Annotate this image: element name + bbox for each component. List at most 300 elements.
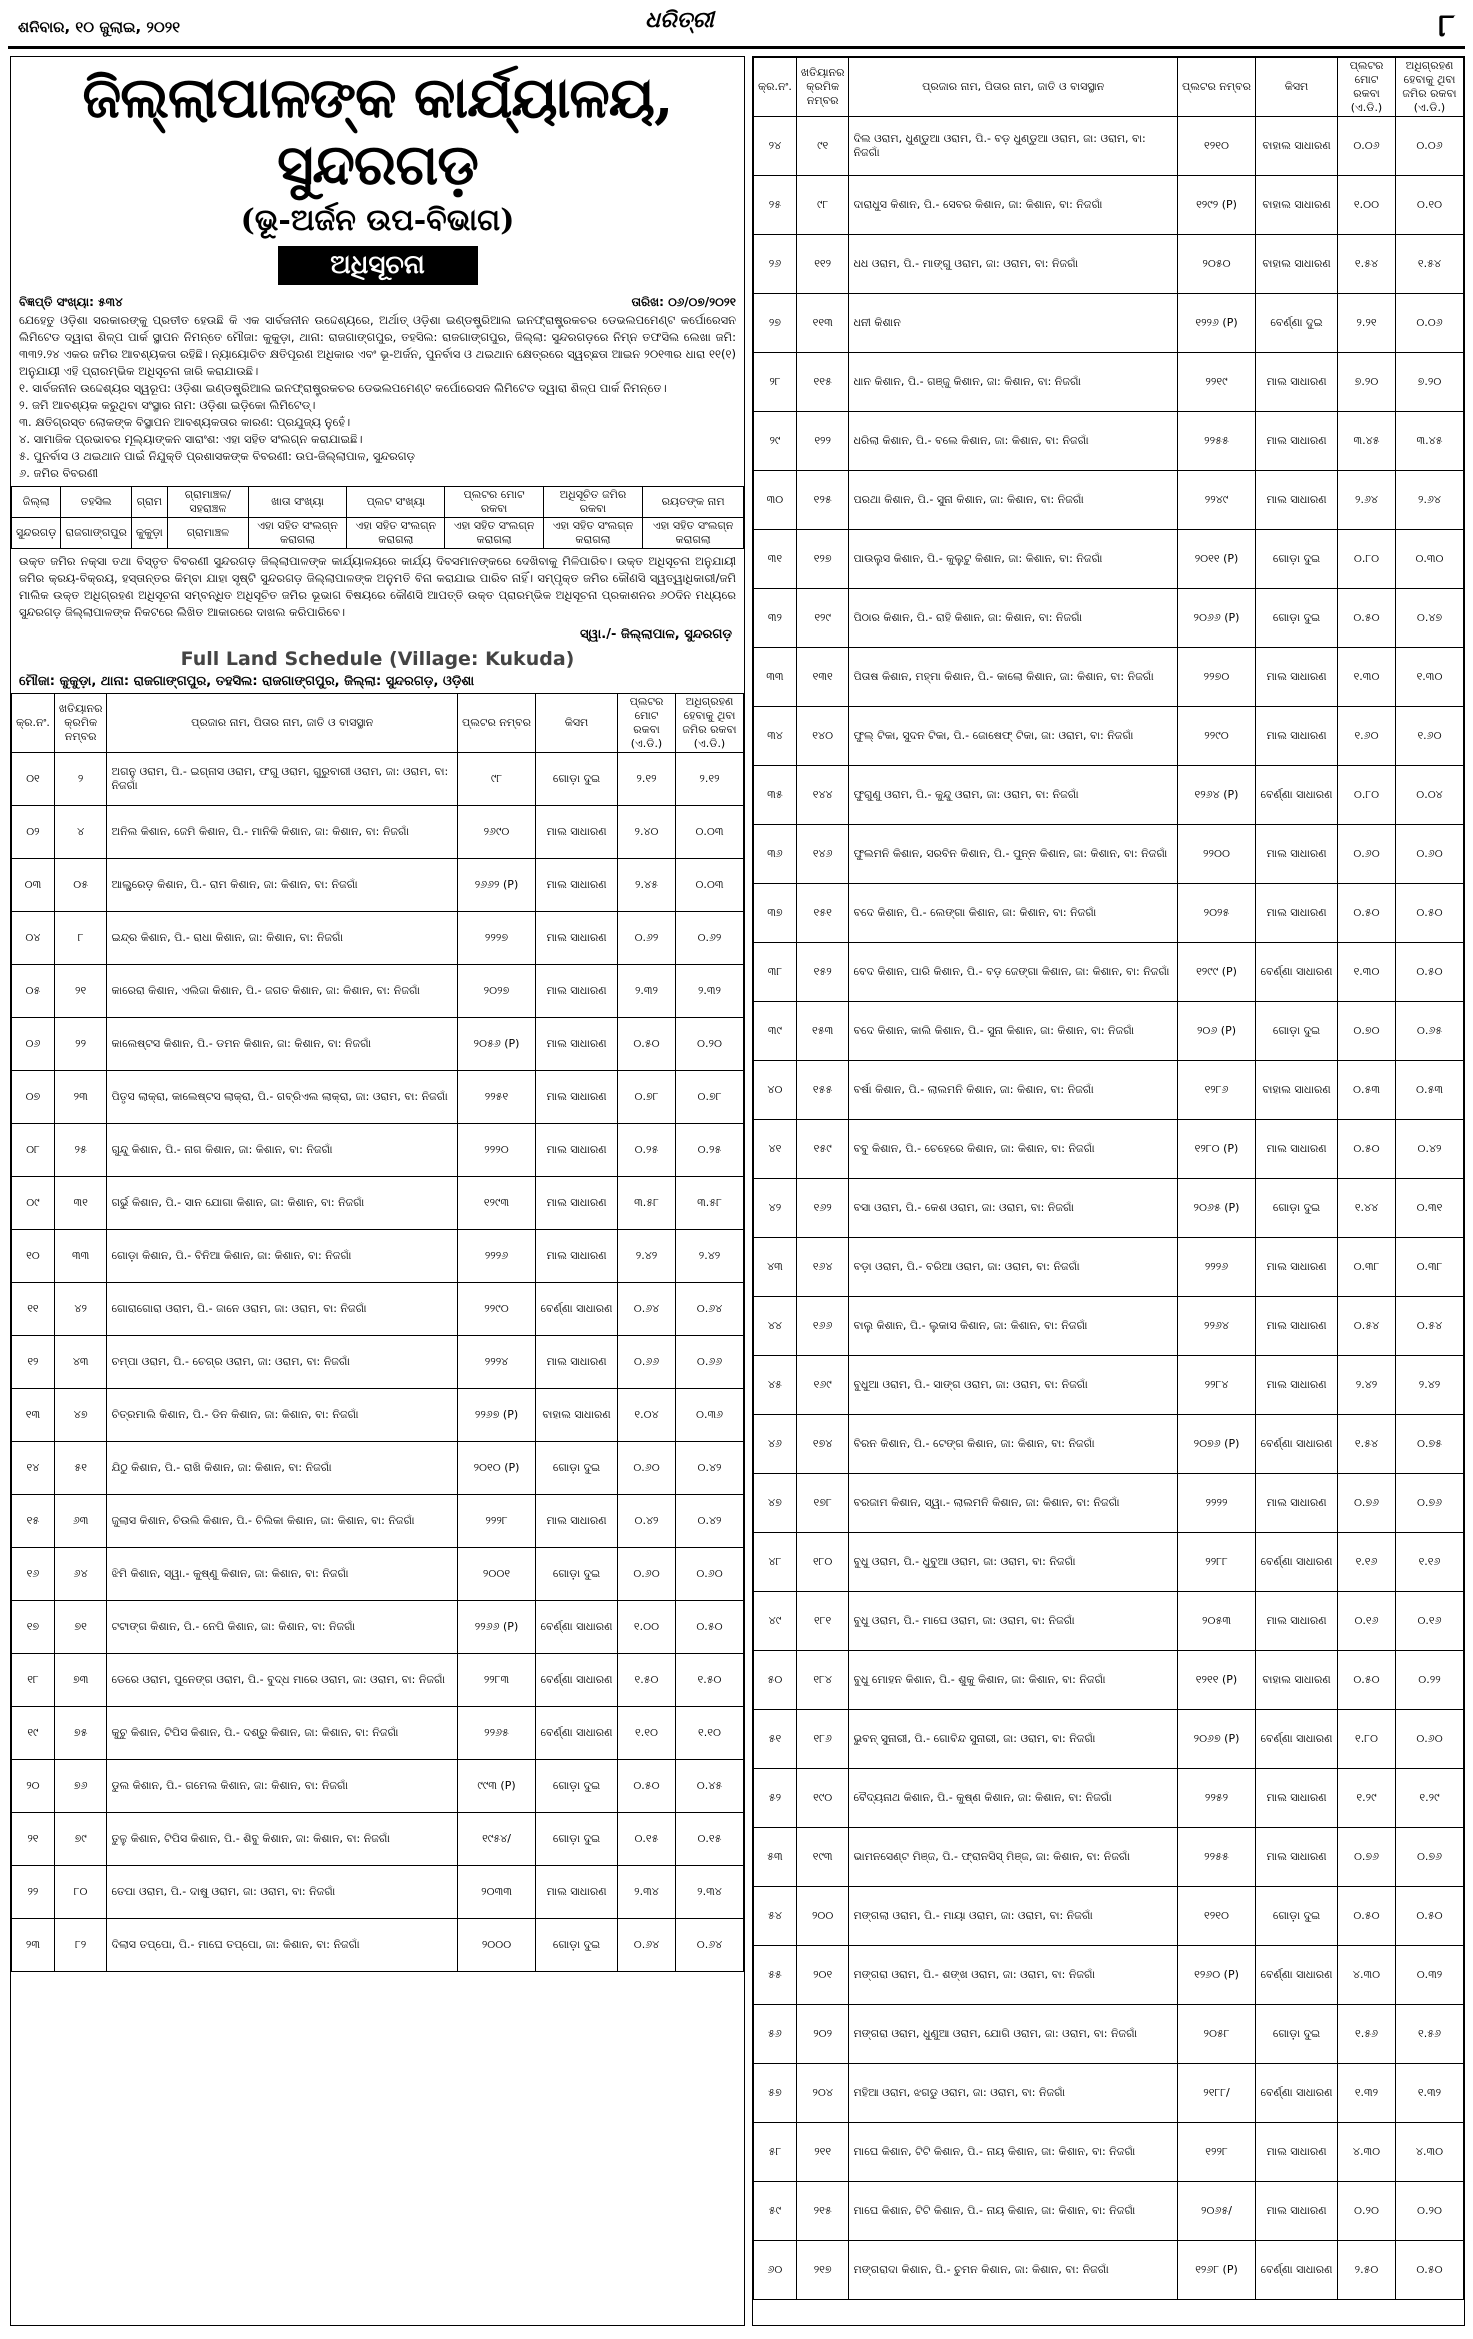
table-cell: ୦୫ (12, 965, 55, 1018)
table-row (754, 1710, 1464, 1769)
table-cell: ୩୩ (54, 1230, 107, 1283)
table-cell: ୫୫ (754, 1946, 797, 2005)
table-cell: ୦.୬୦ (1338, 825, 1396, 884)
table-cell: ୦.୫୦ (1396, 2241, 1464, 2300)
table-cell: ୨୧ (54, 965, 107, 1018)
table-row (754, 530, 1464, 589)
table-cell: ୦.୨୦ (1396, 2182, 1464, 2241)
table-cell: ୧୩ (12, 1389, 55, 1442)
summary-header: ଖାତା ସଂଖ୍ୟା (248, 487, 346, 518)
table-cell: ୨୫ (54, 1124, 107, 1177)
table-row (754, 1297, 1464, 1356)
table-cell: ୧.୫୬ (1338, 2005, 1396, 2064)
table-cell: ୨୦୨୫ (1178, 884, 1256, 943)
col-plot: ପ୍ଲଟର ନମ୍ବର (458, 694, 536, 753)
table-cell: ୧୨୬୮ (P) (1178, 2241, 1256, 2300)
table-row (12, 1283, 744, 1336)
table-cell: ୦.୪୨ (676, 1442, 744, 1495)
table-cell: ୨ (54, 753, 107, 806)
table-cell: ମାଲ ସାଧାରଣ (1256, 1297, 1338, 1356)
table-cell: ୨୩ (54, 1071, 107, 1124)
summary-header: ଅଧିସୂଚିତ ଜମିର ରକବା (543, 487, 642, 518)
table-cell: ଧନୀ କିଶାନ (849, 294, 1178, 353)
table-cell: ମାଲ ସାଧାରଣ (1256, 825, 1338, 884)
table-cell: ମାଲ ସାଧାରଣ (536, 965, 618, 1018)
table-cell: ୪.୩୦ (1396, 2123, 1464, 2182)
notice-points (11, 380, 744, 482)
table-cell: ୦.୨୨ (1396, 1651, 1464, 1710)
reference-row (11, 293, 744, 312)
notice-point: ୬. ଜମିର ବିବରଣୀ (19, 466, 99, 480)
table-cell: ୨୦୦ (796, 1887, 849, 1946)
table-cell: ୨୨୬୭ (P) (458, 1389, 536, 1442)
table-row (754, 1474, 1464, 1533)
table-cell: ୦.୦୩ (676, 859, 744, 912)
table-cell: ୦.୬୪ (618, 1283, 676, 1336)
table-cell: ୨.୪୫ (618, 859, 676, 912)
notice-point: ୩. କ୍ଷତିଗ୍ରସ୍ତ ଲୋକଙ୍କ ବିସ୍ଥାପନ ଆବଶ୍ୟକତାର କାରଣ: ପ୍ରଯୁଜ୍ୟ ନୁହେଁ। (19, 415, 351, 429)
table-cell: ୭୯ (54, 1813, 107, 1866)
table-cell: ୯୧ (796, 117, 849, 176)
table-cell: ୦.୫୦ (618, 1018, 676, 1071)
issue-date: ଶନିବାର, ୧୦ ଜୁଲାଇ, ୨୦୨୧ (18, 18, 181, 36)
table-cell: ୧.୦୪ (618, 1389, 676, 1442)
table-cell: ୦.୫୦ (1396, 1887, 1464, 1946)
table-cell: ୫୮ (754, 2123, 797, 2182)
table-cell: ୧୬୬ (796, 1297, 849, 1356)
table-cell: ବରଜାମ କିଶାନ, ସ୍ୱା.- ଲାଲମନି କିଶାନ, ଜା: କିଶାନ, ବା: ନିଜଗାଁ (849, 1474, 1178, 1533)
table-cell: ମାଲ ସାଧାରଣ (1256, 707, 1338, 766)
table-cell: ବେଦ କିଶାନ, ପାରି କିଶାନ, ପି.- ବଡ଼ ଜେଙ୍ଗା କିଶାନ, ଜା: କିଶାନ, ବା: ନିଜଗାଁ (849, 943, 1178, 1002)
table-cell: ୦.୩୦ (1396, 530, 1464, 589)
table-cell: ବାହାଲ ସାଧାରଣ (536, 1389, 618, 1442)
table-cell: ୧.୫୬ (1396, 2005, 1464, 2064)
table-cell: ୩.୪୫ (1338, 412, 1396, 471)
table-cell: ୦.୬୪ (676, 1919, 744, 1972)
table-row (12, 859, 744, 912)
table-cell: ପିତାଷ କିଶାନ, ମହ୍ମା କିଶାନ, ପି.- କାଲୋ କିଶାନ, ଜା: କିଶାନ, ବା: ନିଜଗାଁ (849, 648, 1178, 707)
table-cell: ୦.୦୩ (676, 806, 744, 859)
table-cell: ମାଲ ସାଧାରଣ (1256, 471, 1338, 530)
table-cell: ୭୫ (54, 1707, 107, 1760)
table-cell: ୦.୫୦ (1338, 1120, 1396, 1179)
table-cell: ୨.୩୪ (676, 1866, 744, 1919)
table-cell: ୪୫ (754, 1356, 797, 1415)
summary-header: ଗ୍ରାମାଞ୍ଚଳ/ ସହରାଞ୍ଚଳ (167, 487, 248, 518)
summary-header: ରୟତଙ୍କ ନାମ (643, 487, 744, 518)
table-cell: ୦.୬୪ (618, 1919, 676, 1972)
table-cell: ବୈଦ୍ୟନାଥ କିଶାନ, ପି.- କୁଷ୍ଣ କିଶାନ, ଜା: କିଶାନ, ବା: ନିଜଗାଁ (849, 1769, 1178, 1828)
table-cell: ୨୨୯୦ (458, 1283, 536, 1336)
schedule-body-left (12, 753, 744, 1972)
table-cell: ୨୦୧ (796, 1946, 849, 2005)
table-cell: ୧୭୪ (796, 1415, 849, 1474)
table-cell: ୨.୩୪ (618, 1866, 676, 1919)
table-cell: ୧୯୫୪/ (458, 1813, 536, 1866)
notice-point: ୪. ସାମାଜିକ ପ୍ରଭାବର ମୂଲ୍ୟାଙ୍କନ ସାରାଂଶ: ଏହା ସହିତ ସଂଲଗ୍ନ କରାଯାଇଛି। (19, 432, 363, 446)
table-cell: ୧.୦୦ (618, 1601, 676, 1654)
table-cell: ୭୬ (54, 1760, 107, 1813)
table-cell: ବୁଧୁ ଓରାମ, ପି.- ଧୁବୁଆ ଓରାମ, ଜା: ଓରାମ, ବା: ନିଜଗାଁ (849, 1533, 1178, 1592)
table-cell: ୦.୫୦ (1338, 589, 1396, 648)
table-cell: ୨୨୮୪ (1178, 1356, 1256, 1415)
table-cell: ବେର୍ଣ୍ଣା ସାଧାରଣ (1256, 2064, 1338, 2123)
table-cell: ମାଲ ସାଧାରଣ (536, 1177, 618, 1230)
table-cell: ୦.୩୧ (1396, 1179, 1464, 1238)
table-cell: ୦.୩୮ (1396, 1238, 1464, 1297)
table-cell: ବାହାଲ ସାଧାରଣ (1256, 1061, 1338, 1120)
table-cell: ୧୨୭ (796, 530, 849, 589)
table-cell: ମାଘେ କିଶାନ, ଟିଟି କିଶାନ, ପି.- ନାୟ କିଶାନ, ଜା: କିଶାନ, ବା: ନିଜଗାଁ (849, 2123, 1178, 2182)
table-cell: ୨୨୨୨ (1178, 1474, 1256, 1533)
table-cell: ୧୮୦ (796, 1533, 849, 1592)
notice-intro: ଯେହେତୁ ଓଡ଼ିଶା ସରକାରଙ୍କୁ ପ୍ରତୀତ ହେଉଛି କି ଏକ ସାର୍ବଜନୀନ ଉଦ୍ଦେଶ୍ୟରେ, ଅର୍ଥାତ୍ ଓଡ଼ିଶା ଇଣ୍ଡଷ୍ଟ୍ରିଆଲ ଇନଫ୍ରାଷ୍ଟ୍ରକଚର ଡେଭଲପମେଣ୍ଟ କର୍ପୋରେସନ ଲିମିଟେଡ ଦ୍ୱାରା ଶିଳ୍ପ ପାର୍କ ସ୍ଥାପନ ନିମନ୍ତେ ମୌଜା: କୁକୁଡ଼ା, ଥାନା: ରାଜଗାଙ୍ଗପୁର, ତହସିଲ: ରାଜଗାଙ୍ଗପୁର, ଜିଲ୍ଲା: ସୁନ୍ଦରଗଡ଼ରେ ନିମ୍ନ ତଫସିଲ ଲେଖା ଜମି: ୩୩୨.୨୪ ଏକର ଜମିର ଆବଶ୍ୟକତା ରହିଛି। ନ୍ୟାୟୋଚିତ କ୍ଷତିପୂରଣ ଅଧିକାର ଏବଂ ଭୂ-ଅର୍ଜନ, ପୁନର୍ବାସ ଓ ଥଇଥାନ କ୍ଷେତ୍ରରେ ସ୍ୱଚ୍ଛତା ଆଇନ ୨୦୧୩ର ଧାରା ୧୧(୧) ଅନୁଯାୟୀ ଏହି ପ୍ରାରମ୍ଭିକ ଅଧିସୂଚନା ଜାରି କରାଯାଉଛି। (19, 313, 736, 378)
table-cell: ମାଲ ସାଧାରଣ (536, 912, 618, 965)
table-cell: ୨.୪୨ (676, 1230, 744, 1283)
table-cell: ମାଲ ସାଧାରଣ (536, 1230, 618, 1283)
table-cell: ମଙ୍ଗରା ଓରାମ, ପି.- ଶଙ୍ଖ ଓରାମ, ଜା: ଓରାମ, ବା: ନିଜଗାଁ (849, 1946, 1178, 2005)
page-header (0, 0, 1473, 48)
table-cell: ୨୨ (12, 1866, 55, 1919)
table-cell: ୩୨ (754, 589, 797, 648)
table-cell: ମାଲ ସାଧାରଣ (1256, 1474, 1338, 1533)
table-cell: ମଙ୍ଗରାଦା କିଶାନ, ପି.- ଚୁମନ କିଶାନ, ଜା: କିଶାନ, ବା: ନିଜଗାଁ (849, 2241, 1178, 2300)
table-cell: ବଦେ କିଶାନ, କାଲି କିଶାନ, ପି.- ସୁନା କିଶାନ, ଜା: କିଶାନ, ବା: ନିଜଗାଁ (849, 1002, 1178, 1061)
table-cell: ୧.୫୦ (618, 1654, 676, 1707)
table-row (12, 1919, 744, 1972)
table-cell: ମଙ୍ଗରା ଓରାମ, ଧୁଣୁଆ ଓରାମ, ଯୋଗି ଓରାମ, ଜା: ଓରାମ, ବା: ନିଜଗାଁ (849, 2005, 1178, 2064)
summary-header: ପ୍ଲଟ ସଂଖ୍ୟା (347, 487, 445, 518)
table-row (12, 1018, 744, 1071)
table-cell: ୪୩ (754, 1238, 797, 1297)
table-cell: ୧୧୨ (796, 235, 849, 294)
table-cell: ୦.୬୫ (1396, 1002, 1464, 1061)
table-cell: ଦିଲ ଓରାମ, ଧୁଣ୍ଡୁଆ ଓରାମ, ପି.- ବଡ଼ ଧୁଣ୍ଡୁଆ ଓରାମ, ଜା: ଓରାମ, ବା: ନିଜଗାଁ (849, 117, 1178, 176)
table-row (12, 1071, 744, 1124)
land-schedule-table-left (11, 693, 744, 1972)
table-cell: ୧.୬୦ (1396, 707, 1464, 766)
table-cell: ୧୪୪ (796, 766, 849, 825)
table-cell: ୧.୦୦ (1338, 176, 1396, 235)
table-cell: ୩.୪୫ (1396, 412, 1464, 471)
table-cell: ୧୬ (12, 1548, 55, 1601)
table-cell: ୪୭ (754, 1474, 797, 1533)
table-cell: ଟଟାଙ୍ଗ କିଶାନ, ପି.- ନେପି କିଶାନ, ଜା: କିଶାନ, ବା: ନିଜଗାଁ (107, 1601, 458, 1654)
table-cell: ୦.୫୦ (1338, 1887, 1396, 1946)
table-cell: ୦.୫୦ (1396, 943, 1464, 1002)
table-cell: ବୁଧୁ ଓରାମ, ପି.- ମାଘେ ଓରାମ, ଜା: ଓରାମ, ବା: ନିଜଗାଁ (849, 1592, 1178, 1651)
table-cell: ୨୦୦୦ (458, 1919, 536, 1972)
table-cell: ୩.୫୮ (618, 1177, 676, 1230)
table-cell: ଗୋଡ଼ା କିଶାନ, ପି.- ବିନିଆ କିଶାନ, ଜା: କିଶାନ, ବା: ନିଜଗାଁ (107, 1230, 458, 1283)
table-cell: ବେର୍ଣ୍ଣା ସାଧାରଣ (1256, 1533, 1338, 1592)
summary-header: ପ୍ଲଟର ମୋଟ ରକବା (445, 487, 543, 518)
table-cell: ୯୯୩ (P) (458, 1760, 536, 1813)
table-row (754, 648, 1464, 707)
table-row (12, 1442, 744, 1495)
table-cell: ୦.୪୭ (1396, 589, 1464, 648)
table-cell: ୮ (54, 912, 107, 965)
table-cell: ୨.୬୪ (1338, 471, 1396, 530)
table-cell: କାଲେଷ୍ଟସ କିଶାନ, ପି.- ଡମନ କିଶାନ, ଜା: କିଶାନ, ବା: ନିଜଗାଁ (107, 1018, 458, 1071)
table-cell: ୨.୨୧ (1338, 294, 1396, 353)
schedule-header-row (754, 58, 1464, 117)
table-cell: ୨୦୫୦ (1178, 235, 1256, 294)
table-cell: ୦.୫୪ (1338, 1297, 1396, 1356)
table-cell: ୦.୭୫ (1396, 1415, 1464, 1474)
schedule-title: Full Land Schedule (Village: Kukuda) (180, 648, 575, 670)
table-cell: ୨୨୬୬ (P) (458, 1601, 536, 1654)
table-cell: ୨୦୬୬ (P) (1178, 589, 1256, 648)
table-cell: ୦.୭୬ (1338, 1474, 1396, 1533)
col-serial: କ୍ର.ନଂ. (754, 58, 797, 117)
table-cell: ୩୩ (754, 648, 797, 707)
table-cell: ଝିମି କିଶାନ, ସ୍ୱା.- କୁଷ୍ଣୁ କିଶାନ, ଜା: କିଶାନ, ବା: ନିଜଗାଁ (107, 1548, 458, 1601)
table-cell: ୧୮୪ (796, 1651, 849, 1710)
table-cell: ୦.୫୦ (1338, 884, 1396, 943)
table-cell: ୧.୫୪ (1338, 1415, 1396, 1474)
col-khatian: ଖତିୟାନର କ୍ରମିକ ନମ୍ବର (796, 58, 849, 117)
table-cell: ୨୦୬୭ (P) (1178, 1710, 1256, 1769)
table-cell: ୫୧ (54, 1442, 107, 1495)
table-cell: ୦୪ (12, 912, 55, 965)
table-cell: ୨୮ (754, 353, 797, 412)
table-cell: ୪୩ (54, 1336, 107, 1389)
table-cell: ୨୨୬୫ (458, 1707, 536, 1760)
table-cell: ୦.୭୬ (1396, 1474, 1464, 1533)
table-cell: ୧.୫୪ (1338, 235, 1396, 294)
table-cell: ୧୨୨୬ (P) (1178, 294, 1256, 353)
table-cell: ୦.୨୦ (676, 1018, 744, 1071)
summary-cell: ଏହା ସହିତ ସଂଲଗ୍ନ କରାଗଲା (248, 518, 346, 549)
table-cell: ୨୬୯୦ (458, 806, 536, 859)
table-cell: ୦.୧୫ (676, 1813, 744, 1866)
table-cell: ବଡ଼ା ଓରାମ, ପି.- ବରିଆ ଓରାମ, ଜା: ଓରାମ, ବା: ନିଜଗାଁ (849, 1238, 1178, 1297)
table-row (754, 1120, 1464, 1179)
table-cell: ୧୫୫ (796, 1061, 849, 1120)
table-cell: ୩୯ (754, 1002, 797, 1061)
table-cell: ବେର୍ଣ୍ଣା ସାଧାରଣ (536, 1601, 618, 1654)
table-cell: ୫୬ (754, 2005, 797, 2064)
table-cell: ୦.୫୩ (1396, 1061, 1464, 1120)
table-cell: ୧୨୨୮ (1178, 2123, 1256, 2182)
table-cell: ଭାମନସେଣ୍ଟ ମିଞ୍ଜ, ପି.- ଫ୍ରାନସିସ୍ ମିଞ୍ଜ, ଜା: କିଶାନ, ବା: ନିଜଗାଁ (849, 1828, 1178, 1887)
table-cell: ୦.୪୨ (676, 1495, 744, 1548)
table-cell: ଗୁନ୍ଦୁ କିଶାନ, ପି.- ନାଗ କିଶାନ, ଜା: କିଶାନ, ବା: ନିଜଗାଁ (107, 1124, 458, 1177)
table-cell: ୬୪ (54, 1548, 107, 1601)
table-row (754, 117, 1464, 176)
table-cell: ଅନିଲ କିଶାନ, ଜେମି କିଶାନ, ପି.- ମାନିକି କିଶାନ, ଜା: କିଶାନ, ବା: ନିଜଗାଁ (107, 806, 458, 859)
table-cell: କୁଚୁ କିଶାନ, ଟିପିସ କିଶାନ, ପି.- ଦଶ୍ରୁ କିଶାନ, ଜା: କିଶାନ, ବା: ନିଜଗାଁ (107, 1707, 458, 1760)
summary-cell: ସୁନ୍ଦରଗଡ଼ (12, 518, 61, 549)
notice-label: ଅଧିସୂଚନା (278, 246, 478, 285)
table-cell: ୧୨ (12, 1336, 55, 1389)
schedule-header-row (12, 694, 744, 753)
table-row (754, 1946, 1464, 2005)
table-cell: ମାଲ ସାଧାରଣ (1256, 1238, 1338, 1297)
col-kisam: କିସମ (1256, 58, 1338, 117)
table-cell: ତୁଳୁ କିଶାନ, ଟିପିସ କିଶାନ, ପି.- ଶିବୁ କିଶାନ, ଜା: କିଶାନ, ବା: ନିଜଗାଁ (107, 1813, 458, 1866)
col-serial: କ୍ର.ନଂ. (12, 694, 55, 753)
table-row (12, 1601, 744, 1654)
table-cell: ୧୪୬ (796, 825, 849, 884)
table-cell: ୧୫୧ (796, 884, 849, 943)
table-cell: ମାଲ ସାଧାରଣ (1256, 412, 1338, 471)
table-cell: ୨୧୫ (796, 2182, 849, 2241)
table-cell: ୨୦ (12, 1760, 55, 1813)
table-cell: ୨୨୨୭ (458, 912, 536, 965)
notice-point: ୧. ସାର୍ବଜନୀନ ଉଦ୍ଦେଶ୍ୟର ସ୍ୱରୂପ: ଓଡ଼ିଶା ଇଣ୍ଡଷ୍ଟ୍ରିଆଲ ଇନଫ୍ରାଷ୍ଟ୍ରକଚର ଡେଭଲପମେଣ୍ଟ କର୍ପୋରେସନ ଲିମିଟେଡ ଦ୍ୱାରା ଶିଳ୍ପ ପାର୍କ ନିମନ୍ତେ। (19, 381, 667, 395)
table-cell: ୨.୧୨ (676, 753, 744, 806)
table-cell: ୨୦୫୬ (P) (458, 1018, 536, 1071)
table-cell: ମାଲ ସାଧାରଣ (1256, 1769, 1338, 1828)
table-row (754, 471, 1464, 530)
table-cell: ୦.୩୨ (1396, 1946, 1464, 2005)
table-cell: ୦.୭୦ (1338, 1002, 1396, 1061)
table-cell: ୦.୬୨ (618, 912, 676, 965)
table-cell: ୧୬୪ (796, 1238, 849, 1297)
table-cell: ୦.୬୦ (1396, 1710, 1464, 1769)
table-cell: ୧.୫୪ (1396, 235, 1464, 294)
table-cell: ୧.୨୯ (1396, 1769, 1464, 1828)
table-row (754, 1238, 1464, 1297)
table-cell: ବାହାଲ ସାଧାରଣ (1256, 117, 1338, 176)
table-cell: ମାଲ ସାଧାରଣ (1256, 884, 1338, 943)
table-cell: ୧୫୩ (796, 1002, 849, 1061)
table-cell: ମାଲ ସାଧାରଣ (1256, 1828, 1338, 1887)
table-cell: ୧୫୨ (796, 943, 849, 1002)
summary-cell: ଏହା ସହିତ ସଂଲଗ୍ନ କରାଗଲା (445, 518, 543, 549)
table-cell: ୦.୭୮ (618, 1071, 676, 1124)
table-cell: ୪୪ (754, 1297, 797, 1356)
table-cell: ବେର୍ଣ୍ଣା ଦୁଇ (1256, 294, 1338, 353)
table-cell: ୦.୬୦ (1396, 825, 1464, 884)
table-cell: ୨୦୪ (796, 2064, 849, 2123)
notice-closing: ଉକ୍ତ ଜମିର ନକ୍ସା ତଥା ବିସ୍ତୃତ ବିବରଣୀ ସୁନ୍ଦରଗଡ଼ ଜିଲ୍ଲାପାଳଙ୍କ କାର୍ଯ୍ୟାଳୟରେ କାର୍ଯ୍ୟ ଦିବସମାନଙ୍କରେ ଦେଖିବାକୁ ମିଳିପାରିବ। ଉକ୍ତ ଅଧିସୂଚନା ଅନୁଯାୟୀ ଜମିର କ୍ରୟ-ବିକ୍ରୟ, ହସ୍ତାନ୍ତର କିମ୍ବା ଯାହା ସୃଷ୍ଟି ସୁନ୍ଦରଗଡ଼ ଜିଲ୍ଲାପାଳଙ୍କ ଅନୁମତି ବିନା କରାଯାଇ ପାରିବ ନାହିଁ। ସମ୍ପୃକ୍ତ ଜମିର କୌଣସି ସ୍ୱତ୍ୱାଧିକାରୀ/ଜମି ମାଲିକ ଉକ୍ତ ଅଧିଗ୍ରହଣ ଅଧିସୂଚନା ସମ୍ବନ୍ଧିତ ଅଧିସୂଚିତ ଜମିର ଭୂଭାଗ ବିଷୟରେ କୌଣସି ଆପତ୍ତି ଉକ୍ତ ପ୍ରାରମ୍ଭିକ ଅଧିସୂଚନା ପ୍ରକାଶନର ୬୦ଦିନ ମଧ୍ୟରେ ସୁନ୍ଦରଗଡ଼ ଜିଲ୍ଲାପାଳଙ୍କ ନିକଟରେ ଲିଖିତ ଆକାରରେ ଦାଖଲ କରିପାରିବେ। (19, 554, 736, 619)
table-cell: ଆଲ୍ଫ୍ରେଡ଼ କିଶାନ, ପି.- ରାମ କିଶାନ, ଜା: କିଶାନ, ବା: ନିଜଗାଁ (107, 859, 458, 912)
schedule-body-right (754, 117, 1464, 2300)
table-row (12, 1177, 744, 1230)
table-cell: ୪.୩୦ (1338, 2123, 1396, 2182)
table-cell: ୦.୩୬ (676, 1389, 744, 1442)
table-cell: ୨୨୫୫ (1178, 1828, 1256, 1887)
col-kisam: କିସମ (536, 694, 618, 753)
table-cell: ୨୧ (12, 1813, 55, 1866)
table-cell: ୨.୧୨ (618, 753, 676, 806)
table-cell: ଧଧ ଓରାମ, ପି.- ମାଙ୍ଗୁ ଓରାମ, ଜା: ଓରାମ, ବା: ନିଜଗାଁ (849, 235, 1178, 294)
table-cell: ୦.୦୬ (1396, 117, 1464, 176)
table-cell: ବାହାଲ ସାଧାରଣ (1256, 1651, 1338, 1710)
table-cell: ୨୭ (754, 294, 797, 353)
table-cell: ୨୦୨୭ (458, 965, 536, 1018)
table-cell: ୭.୨୦ (1396, 353, 1464, 412)
table-cell: ୨୦୨ (796, 2005, 849, 2064)
table-cell: ୧୨୬୪ (P) (1178, 766, 1256, 825)
table-cell: ଗୋଡ଼ା ଦୁଇ (536, 1813, 618, 1866)
table-cell: ୫୧ (754, 1710, 797, 1769)
table-cell: ୪୨ (54, 1283, 107, 1336)
table-cell: ମାଲ ସାଧାରଣ (536, 806, 618, 859)
table-cell: ମାଲ ସାଧାରଣ (536, 1071, 618, 1124)
table-cell: ୨୦୫୮ (1178, 2005, 1256, 2064)
table-cell: ୫୭ (754, 2064, 797, 2123)
table-cell: ୨୬୬୨ (P) (458, 859, 536, 912)
table-cell: ୨୨୨୬ (458, 1230, 536, 1283)
table-cell: ୦.୧୦ (1396, 176, 1464, 235)
summary-cell: ରାଜଗାଙ୍ଗପୁର (61, 518, 131, 549)
col-khatian: ଖତିୟାନର କ୍ରମିକ ନମ୍ବର (54, 694, 107, 753)
table-row (754, 1533, 1464, 1592)
table-cell: ଗୋଡ଼ା ଦୁଇ (1256, 589, 1338, 648)
table-cell: ୧୯୦ (796, 1769, 849, 1828)
table-cell: ବେର୍ଣ୍ଣା ସାଧାରଣ (536, 1283, 618, 1336)
table-row (754, 412, 1464, 471)
summary-header: ତହସିଲ (61, 487, 131, 518)
table-cell: ମାଲ ସାଧାରଣ (536, 1866, 618, 1919)
table-cell: ୦.୫୩ (1338, 1061, 1396, 1120)
table-cell: ୧୨୨ (796, 412, 849, 471)
table-cell: ୦୩ (12, 859, 55, 912)
table-row (12, 965, 744, 1018)
table-cell: ୧୮୧ (796, 1592, 849, 1651)
table-cell: ୦.୬୬ (618, 1336, 676, 1389)
table-cell: ୧୪୦ (796, 707, 849, 766)
table-cell: ମଙ୍ଗଲା ଓରାମ, ପି.- ମାୟା ଓରାମ, ଜା: ଓରାମ, ବା: ନିଜଗାଁ (849, 1887, 1178, 1946)
table-row (754, 1415, 1464, 1474)
table-cell: ଗୋରାଗୋରା ଓରାମ, ପି.- ଜାନେ ଓରାମ, ଜା: ଓରାମ, ବା: ନିଜଗାଁ (107, 1283, 458, 1336)
summary-cell: ଏହା ସହିତ ସଂଲଗ୍ନ କରାଗଲା (543, 518, 642, 549)
table-row (754, 884, 1464, 943)
table-cell: ଜୁଲାସ କିଶାନ, ଚିଉଲି କିଶାନ, ପି.- ଚିଲିକା କିଶାନ, ଜା: କିଶାନ, ବା: ନିଜଗାଁ (107, 1495, 458, 1548)
table-cell: ୦.୬୦ (618, 1442, 676, 1495)
notice-point: ୨. ଜମି ଆବଶ୍ୟକ କରୁଥିବା ସଂସ୍ଥାର ନାମ: ଓଡ଼ିଶା ଇଡ଼ିକୋ ଲିମିଟେଡ୍। (19, 398, 316, 412)
summary-header-row (12, 487, 744, 518)
table-cell: ୨୨୨୦ (458, 1124, 536, 1177)
table-cell: ୩୮ (754, 943, 797, 1002)
table-row (12, 1866, 744, 1919)
table-cell: ୧୮୬ (796, 1710, 849, 1769)
notice-title: ଜିଲ୍ଲାପାଳଙ୍କ କାର୍ଯ୍ୟାଳୟ, ସୁନ୍ଦରଗଡ଼ (82, 65, 673, 198)
table-cell: ୩୭ (754, 884, 797, 943)
table-cell: ବେର୍ଣ୍ଣା ସାଧାରଣ (536, 1707, 618, 1760)
table-cell: ୪୧ (754, 1120, 797, 1179)
table-cell: ୧.୩୦ (1338, 648, 1396, 707)
table-cell: ଯିଠୁ କିଶାନ, ପି.- ରାଖି କିଶାନ, ଜା: କିଶାନ, ବା: ନିଜଗାଁ (107, 1442, 458, 1495)
table-cell: ୨୪ (754, 117, 797, 176)
table-cell: ୦.୨୦ (1338, 2182, 1396, 2241)
table-cell: ୨୨୮୮ (1178, 1533, 1256, 1592)
table-cell: ୦.୪୫ (676, 1760, 744, 1813)
table-cell: ୨୨୫୧ (458, 1071, 536, 1124)
table-cell: ୪୬ (754, 1415, 797, 1474)
table-cell: ମାଲ ସାଧାରଣ (1256, 1356, 1338, 1415)
table-cell: ଚମ୍ପା ଓରାମ, ପି.- ଚେଗ୍ର ଓରାମ, ଜା: ଓରାମ, ବା: ନିଜଗାଁ (107, 1336, 458, 1389)
table-cell: ୧୬୯ (796, 1356, 849, 1415)
table-cell: ୩୫ (754, 766, 797, 825)
table-row (754, 1002, 1464, 1061)
table-cell: ୨୨ (54, 1018, 107, 1071)
table-cell: ୫୦ (754, 1651, 797, 1710)
table-cell: ୫୨ (754, 1769, 797, 1828)
table-cell: ଗୋଡ଼ା ଦୁଇ (536, 753, 618, 806)
table-cell: କାରେରା କିଶାନ, ଏଲିଜା କିଶାନ, ପି.- ଜଗତ କିଶାନ, ଜା: କିଶାନ, ବା: ନିଜଗାଁ (107, 965, 458, 1018)
table-cell: ୨୫ (754, 176, 797, 235)
table-row (754, 176, 1464, 235)
table-cell: ୮୦ (54, 1866, 107, 1919)
table-cell: ବୁଧୁ ମୋହନ କିଶାନ, ପି.- ଶୁକୁ କିଶାନ, ଜା: କିଶାନ, ବା: ନିଜଗାଁ (849, 1651, 1178, 1710)
table-row (12, 806, 744, 859)
col-owner: ପ୍ରଜାର ନାମ, ପିତାର ନାମ, ଜାତି ଓ ବାସସ୍ଥାନ (107, 694, 458, 753)
